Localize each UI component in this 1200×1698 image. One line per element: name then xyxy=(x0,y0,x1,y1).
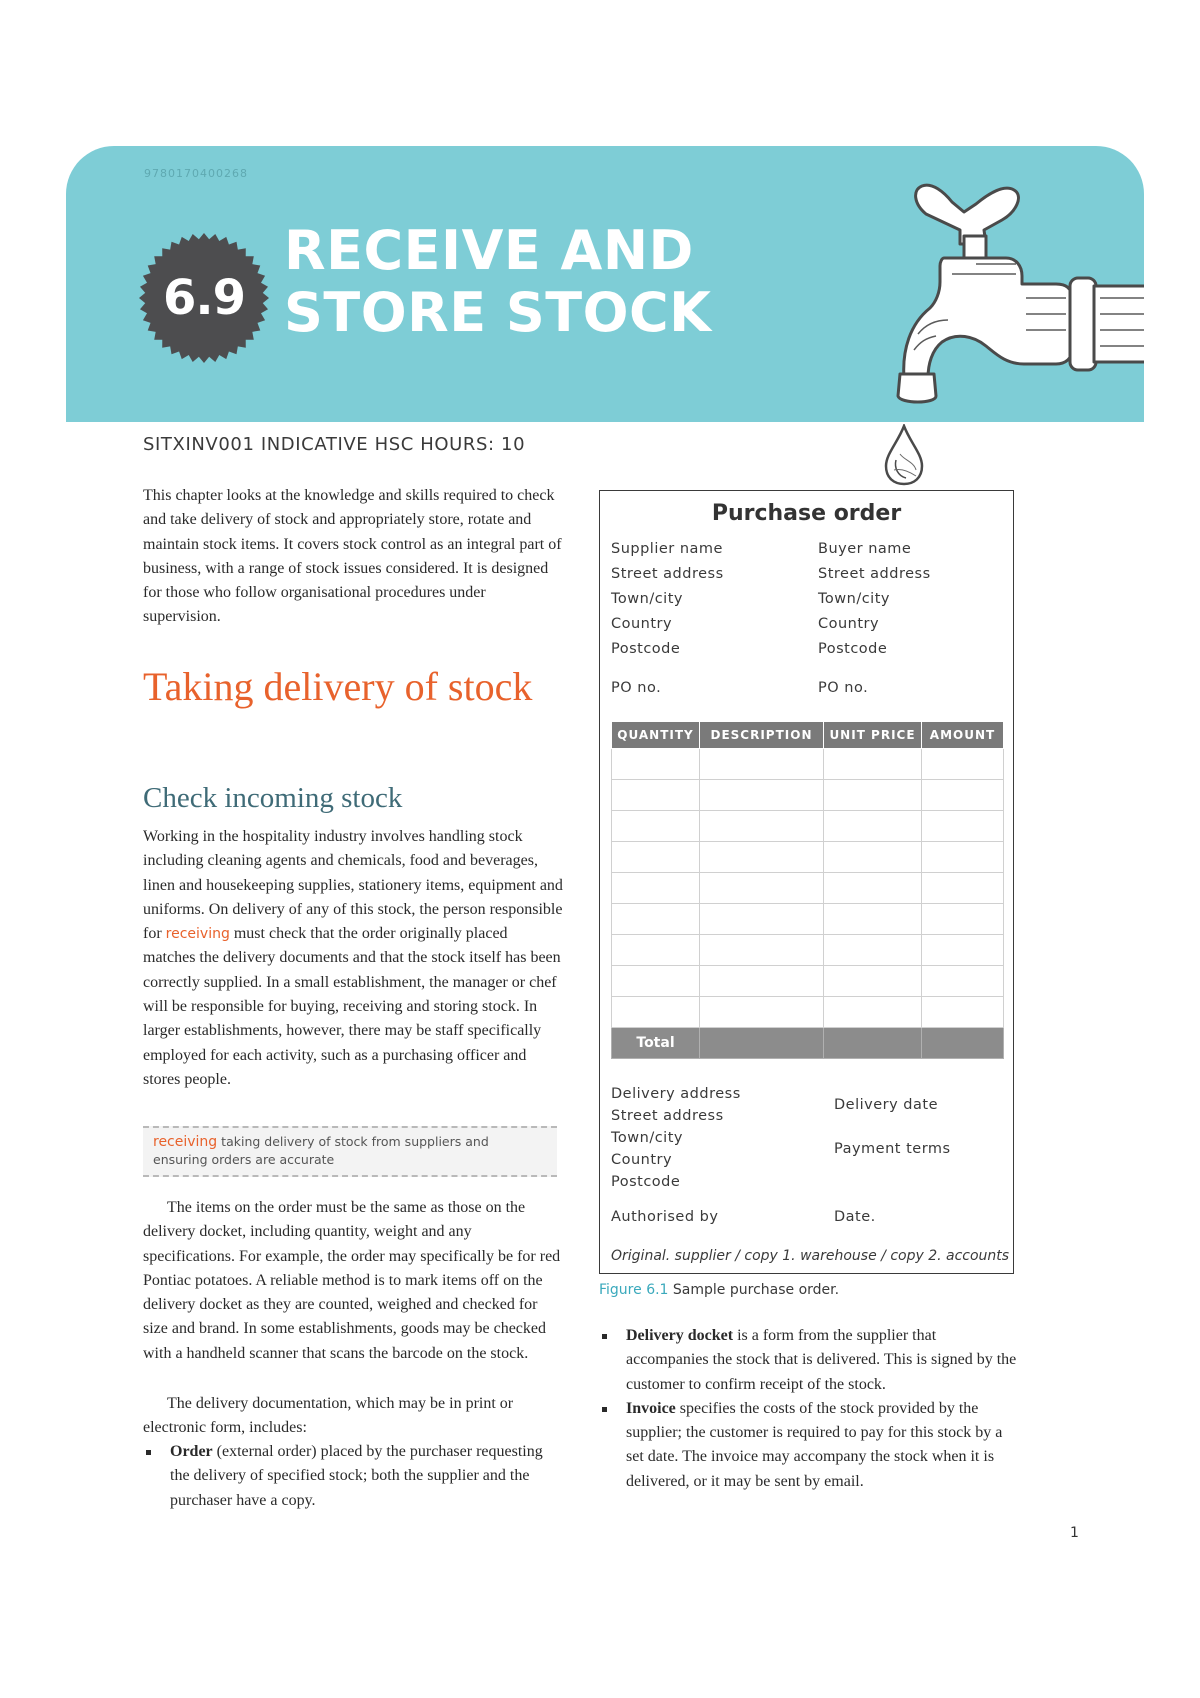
list-item-term: Invoice xyxy=(626,1399,676,1417)
document-list xyxy=(599,1324,1019,1494)
table-cell xyxy=(700,904,824,935)
table-cell xyxy=(824,935,922,966)
table-cell xyxy=(612,749,700,780)
table-header-row xyxy=(612,722,1004,749)
po-number-label: PO no. xyxy=(611,680,662,696)
table-cell xyxy=(700,780,824,811)
field-label: Town/city xyxy=(818,591,890,607)
total-cell xyxy=(700,1028,824,1059)
column-header: UNIT PRICE xyxy=(824,722,922,749)
total-row xyxy=(612,1028,1004,1059)
field-label: Payment terms xyxy=(834,1141,951,1157)
table-cell xyxy=(922,811,1004,842)
table-cell xyxy=(612,966,700,997)
glossary-box xyxy=(143,1126,557,1177)
figure-caption xyxy=(599,1282,839,1298)
supplier-fields xyxy=(611,537,724,662)
document-list xyxy=(143,1440,563,1513)
field-label: Country xyxy=(818,616,880,632)
po-number-label: PO no. xyxy=(818,680,869,696)
unit-hours: SITXINV001 INDICATIVE HSC HOURS: 10 xyxy=(143,434,526,455)
table-row xyxy=(612,780,1004,811)
table-row xyxy=(612,997,1004,1028)
table-cell xyxy=(612,811,700,842)
list-item-text: (external order) placed by the purchaser requesting the delivery of specified stock; both the supplier and the purchaser have a copy. xyxy=(170,1443,543,1509)
table-cell xyxy=(922,749,1004,780)
section-heading: Taking delivery of stock xyxy=(143,664,533,709)
table-cell xyxy=(824,904,922,935)
field-label: Street address xyxy=(818,566,931,582)
table-cell xyxy=(612,842,700,873)
list-item xyxy=(143,1440,563,1513)
field-label: Postcode xyxy=(611,641,681,657)
table-cell xyxy=(922,780,1004,811)
table-row xyxy=(612,873,1004,904)
delivery-terms xyxy=(834,1083,951,1171)
table-cell xyxy=(824,780,922,811)
field-label: Postcode xyxy=(611,1174,681,1190)
table-body xyxy=(612,749,1004,1059)
paragraph-text: Working in the hospitality industry involves handling stock including cleaning agents and chemicals, food and beverages, linen and housekeeping supplies, stationery items, equipment and uniforms. On delivery of any of this stock, the person responsible for xyxy=(143,828,563,943)
table-cell xyxy=(824,842,922,873)
water-drop-icon xyxy=(884,424,924,486)
field-label: Supplier name xyxy=(611,541,723,557)
paragraph-text: must check that the order originally placed matches the delivery documents and that the stock itself has been correctly supplied. In a small establishment, the manager or chef will be responsible for buying, receiving and storing stock. In larger establishments, however, there may be staff specifically employed for each activity, such as a purchasing officer and stores people. xyxy=(143,925,561,1088)
list-item-term: Order xyxy=(170,1443,213,1460)
table-row xyxy=(612,842,1004,873)
authorised-by-label: Authorised by xyxy=(611,1209,719,1225)
glossary-definition: taking delivery of stock from suppliers and ensuring orders are accurate xyxy=(153,1134,489,1167)
field-label: Street address xyxy=(611,1108,724,1124)
field-label: Delivery address xyxy=(611,1086,741,1102)
buyer-fields xyxy=(818,537,931,662)
chapter-banner xyxy=(66,146,1144,422)
table-cell xyxy=(612,935,700,966)
list-item-text: is a form from the supplier that accompanies the stock that is delivered. This is signed by the customer to confirm receipt of the stock. xyxy=(626,1327,1017,1393)
total-cell xyxy=(922,1028,1004,1059)
table-cell xyxy=(612,780,700,811)
table-cell xyxy=(922,997,1004,1028)
table-cell xyxy=(922,873,1004,904)
table-cell xyxy=(922,966,1004,997)
field-label: Street address xyxy=(611,566,724,582)
table-cell xyxy=(922,904,1004,935)
paragraph xyxy=(143,825,563,1092)
figure-number: Figure 6.1 xyxy=(599,1282,669,1298)
chapter-title: RECEIVE AND STORE STOCK xyxy=(284,219,712,344)
form-title: Purchase order xyxy=(711,501,902,526)
water-tap-icon xyxy=(856,174,1144,422)
table-row xyxy=(612,811,1004,842)
table-cell xyxy=(700,935,824,966)
table-cell xyxy=(700,749,824,780)
page-number: 1 xyxy=(1070,1525,1079,1541)
table-row xyxy=(612,904,1004,935)
field-label: Delivery date xyxy=(834,1097,938,1113)
table-cell xyxy=(700,873,824,904)
field-label: Town/city xyxy=(611,591,683,607)
table-cell xyxy=(824,966,922,997)
table-cell xyxy=(922,842,1004,873)
table-cell xyxy=(612,904,700,935)
paragraph: The items on the order must be the same as those on the delivery docket, including quantity, weight and any specifications. For example, the order may specifically be for red Pontiac potatoes. A reliable method is to mark items off on the delivery docket as they are counted, weighed and checked for size and brand. In some establishments, goods may be checked with a handheld scanner that scans the barcode on the stock. xyxy=(143,1199,561,1362)
field-label: Postcode xyxy=(818,641,888,657)
total-cell xyxy=(824,1028,922,1059)
chapter-intro: This chapter looks at the knowledge and skills required to check and take delivery of stock and appropriately store, rotate and maintain stock items. It covers stock control as an integral part of business, with a range of stock issues considered. It is designed for those who follow organisational procedures under supervision. xyxy=(143,487,562,626)
table-cell xyxy=(700,997,824,1028)
copy-distribution: Original. supplier / copy 1. warehouse / copy 2. accounts xyxy=(611,1248,1010,1264)
date-label: Date. xyxy=(834,1209,876,1225)
table-row xyxy=(612,749,1004,780)
order-items-table xyxy=(611,721,1004,1059)
field-label: Buyer name xyxy=(818,541,912,557)
list-item xyxy=(599,1324,1019,1397)
glossary-term: receiving xyxy=(153,1134,218,1150)
keyword-receiving: receiving xyxy=(165,926,230,943)
total-label: Total xyxy=(612,1028,700,1059)
list-item-term: Delivery docket xyxy=(626,1327,734,1344)
table-cell xyxy=(700,811,824,842)
table-cell xyxy=(824,811,922,842)
table-row xyxy=(612,966,1004,997)
table-row xyxy=(612,935,1004,966)
purchase-order-form xyxy=(599,490,1014,1274)
field-label: Country xyxy=(611,616,673,632)
table-cell xyxy=(922,935,1004,966)
table-cell xyxy=(700,842,824,873)
table-cell xyxy=(612,873,700,904)
table-cell xyxy=(612,997,700,1028)
list-item-text: specifies the costs of the stock provided by the supplier; the customer is required to pay for this stock by a set date. The invoice may accompany the stock when it is delivered, or it may be sent by email. xyxy=(626,1399,1003,1490)
column-header: AMOUNT xyxy=(922,722,1004,749)
list-item xyxy=(599,1397,1019,1494)
delivery-fields xyxy=(611,1083,741,1193)
table-cell xyxy=(700,966,824,997)
isbn: 9780170400268 xyxy=(144,167,248,180)
field-label: Country xyxy=(611,1152,673,1168)
caption-text: Sample purchase order. xyxy=(668,1282,840,1298)
column-header: DESCRIPTION xyxy=(700,722,824,749)
field-label: Town/city xyxy=(611,1130,683,1146)
paragraph: The delivery documentation, which may be in print or electronic form, includes: xyxy=(143,1395,514,1437)
table-cell xyxy=(824,749,922,780)
table-cell xyxy=(824,997,922,1028)
chapter-number: 6.9 xyxy=(162,270,246,326)
column-header: QUANTITY xyxy=(612,722,700,749)
subsection-heading: Check incoming stock xyxy=(143,782,403,814)
table-cell xyxy=(824,873,922,904)
